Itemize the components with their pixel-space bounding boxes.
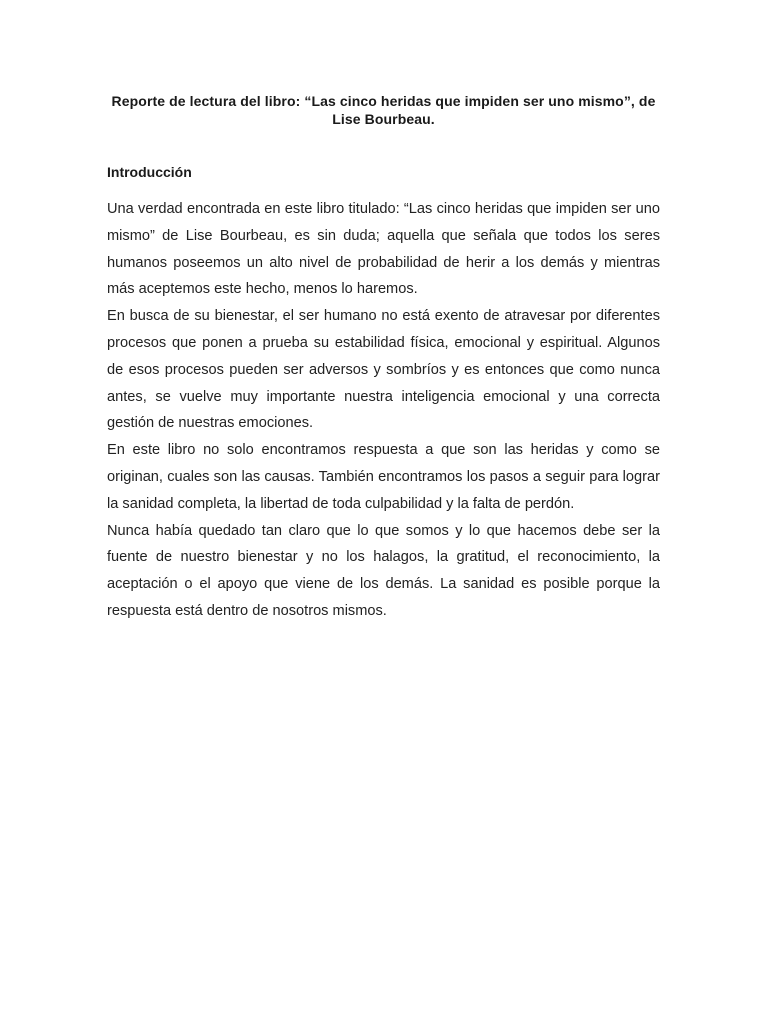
paragraph: En busca de su bienestar, el ser humano no está exento de atravesar por diferentes procesos que ponen a prueba su estabilidad física, emocional y espiritual. Algunos de esos procesos pueden ser adversos y sombríos y es entonces que como nunca antes, se vuelve muy importante nuestra inteligencia emocional y una correcta gestión de nuestras emociones. [107, 308, 660, 432]
paragraph: Una verdad encontrada en este libro titulado: “Las cinco heridas que impiden ser uno mismo” de Lise Bourbeau, es sin duda; aquella que señala que todos los seres humanos poseemos un alto nivel de probabilidad de herir a los demás y mientras más aceptemos este hecho, menos lo haremos. [107, 201, 660, 298]
document-title: Reporte de lectura del libro: “Las cinco heridas que impiden ser uno mismo”, de Lise Bourbeau. [111, 93, 656, 127]
document-body [107, 196, 660, 625]
paragraph: Nunca había quedado tan claro que lo que somos y lo que hacemos debe ser la fuente de nuestro bienestar y no los halagos, la gratitud, el reconocimiento, la aceptación o el apoyo que viene de los demás. La sanidad es posible porque la respuesta está dentro de nosotros mismos. [107, 522, 660, 619]
section-heading: Introducción [107, 164, 192, 180]
paragraph: En este libro no solo encontramos respuesta a que son las heridas y como se originan, cuales son las causas. También encontramos los pasos a seguir para lograr la sanidad completa, la libertad de toda culpabilidad y la falta de perdón. [107, 442, 660, 512]
